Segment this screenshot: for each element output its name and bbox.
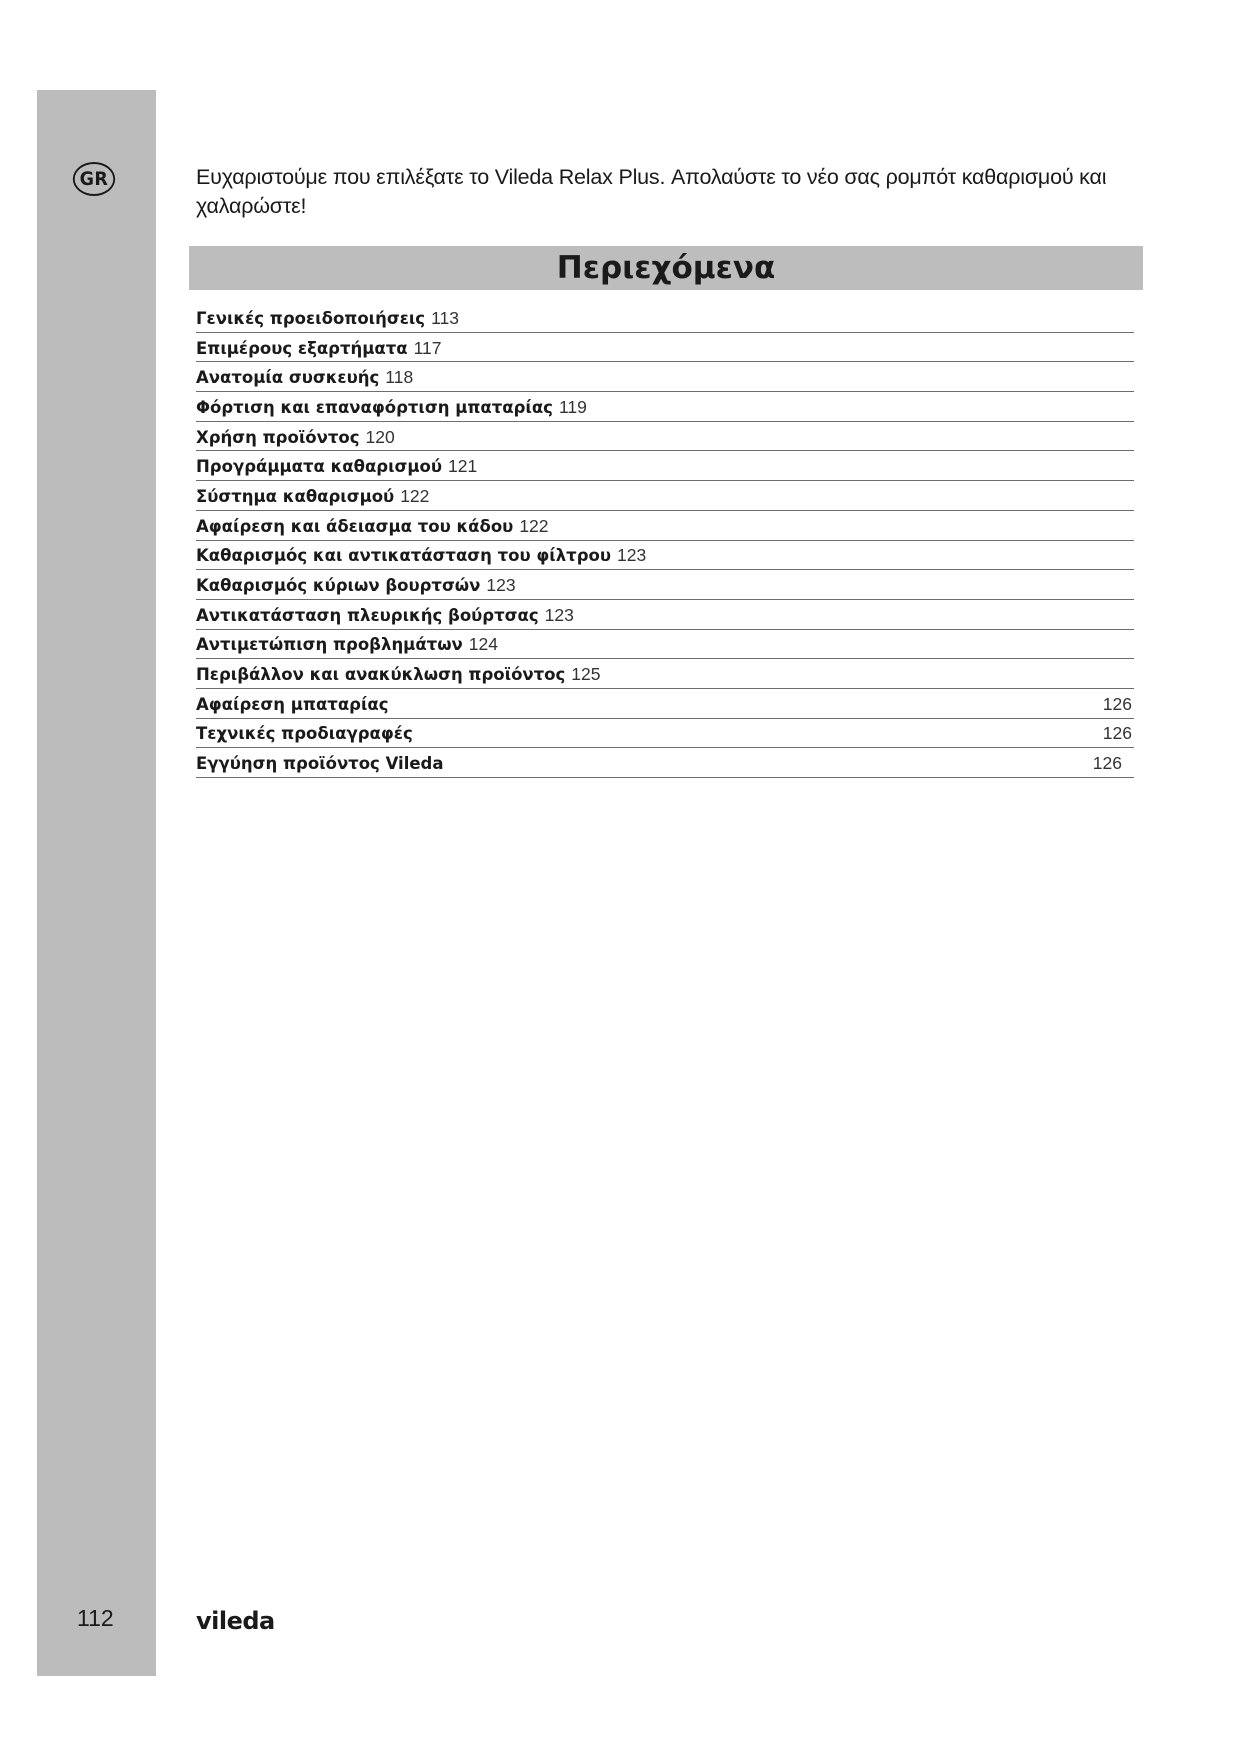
toc-item[interactable] [196, 511, 1134, 541]
intro-text: Ευχαριστούμε που επιλέξατε το Vileda Relax Plus. Απολαύστε το νέο σας ρομπότ καθαρισμού και χαλαρώστε! [196, 165, 1107, 218]
toc-item-label: Σύστημα καθαρισμού [196, 486, 395, 506]
toc-item-label: Αντιμετώπιση προβλημάτων [196, 635, 463, 655]
toc-item-page: 122 [519, 515, 549, 536]
toc-item[interactable] [196, 719, 1134, 749]
toc-item-label: Γενικές προειδοποιήσεις [196, 308, 426, 328]
toc-item-label: Καθαρισμός και αντικατάσταση του φίλτρου [196, 546, 611, 566]
toc-entry [196, 308, 459, 329]
toc-item-page: 118 [385, 367, 414, 388]
toc-item-label: Εγγύηση προϊόντος Vileda [196, 754, 444, 774]
toc-item-label: Περιβάλλον και ανακύκλωση προϊόντος [196, 665, 566, 685]
toc-item-label: Αφαίρεση και άδειασμα του κάδου [196, 516, 514, 536]
toc-item-label: Ανατομία συσκευής [196, 368, 380, 388]
toc-item[interactable] [196, 570, 1134, 600]
toc-title-text: Περιεχόμενα [556, 250, 776, 286]
toc-item-page: 123 [616, 545, 647, 566]
toc-entry [196, 427, 395, 448]
toc-item[interactable] [196, 659, 1134, 689]
toc-item-page: 124 [468, 634, 498, 655]
toc-item-page: 121 [448, 456, 478, 477]
toc-item-label: Φόρτιση και επαναφόρτιση μπαταρίας [196, 397, 553, 417]
toc-item-page: 126 [1092, 753, 1122, 774]
toc-item[interactable] [196, 630, 1134, 660]
toc-entry [196, 545, 646, 566]
toc-list [196, 303, 1134, 778]
toc-entry [196, 338, 442, 359]
toc-item-page: 117 [413, 337, 442, 358]
toc-item-label: Αντικατάσταση πλευρικής βούρτσας [196, 605, 539, 625]
toc-item-page: 120 [365, 426, 395, 447]
language-badge: GR [73, 162, 115, 196]
toc-entry [196, 605, 574, 626]
toc-entry [196, 486, 429, 507]
toc-item-page: 123 [486, 575, 516, 596]
vileda-logo: vileda [196, 1607, 275, 1635]
toc-item-page: 113 [431, 307, 459, 328]
toc-item-page: 126 [1102, 693, 1132, 714]
toc-entry [196, 634, 498, 655]
toc-item-label: Αφαίρεση μπαταρίας [196, 694, 389, 714]
toc-item[interactable] [196, 362, 1134, 392]
toc-item[interactable] [196, 392, 1134, 422]
toc-item-page: 119 [558, 396, 587, 417]
toc-item[interactable] [196, 689, 1134, 719]
toc-item-page: 122 [400, 485, 430, 506]
toc-item-label: Προγράμματα καθαρισμού [196, 457, 443, 477]
toc-item-page: 126 [1102, 723, 1132, 744]
toc-item[interactable] [196, 481, 1134, 511]
toc-entry [196, 516, 549, 537]
toc-item-label: Καθαρισμός κύριων βουρτσών [196, 576, 481, 596]
toc-item[interactable] [196, 451, 1134, 481]
toc-item[interactable] [196, 333, 1134, 363]
toc-entry [196, 367, 413, 388]
toc-item-label: Τεχνικές προδιαγραφές [196, 724, 413, 744]
toc-item[interactable] [196, 422, 1134, 452]
toc-item-page: 125 [571, 664, 601, 685]
toc-item[interactable] [196, 303, 1134, 333]
toc-item-page: 123 [544, 604, 574, 625]
side-bar [37, 90, 156, 1676]
toc-entry [196, 664, 601, 685]
page-number: 112 [77, 1605, 114, 1631]
toc-title [189, 246, 1143, 290]
toc-entry [196, 397, 587, 418]
toc-item-label: Χρήση προϊόντος [196, 427, 360, 447]
toc-entry [196, 575, 516, 596]
toc-item-label: Επιμέρους εξαρτήματα [196, 338, 408, 358]
toc-item[interactable] [196, 600, 1134, 630]
toc-entry [196, 456, 477, 477]
toc-item[interactable] [196, 748, 1134, 778]
toc-item[interactable] [196, 541, 1134, 571]
